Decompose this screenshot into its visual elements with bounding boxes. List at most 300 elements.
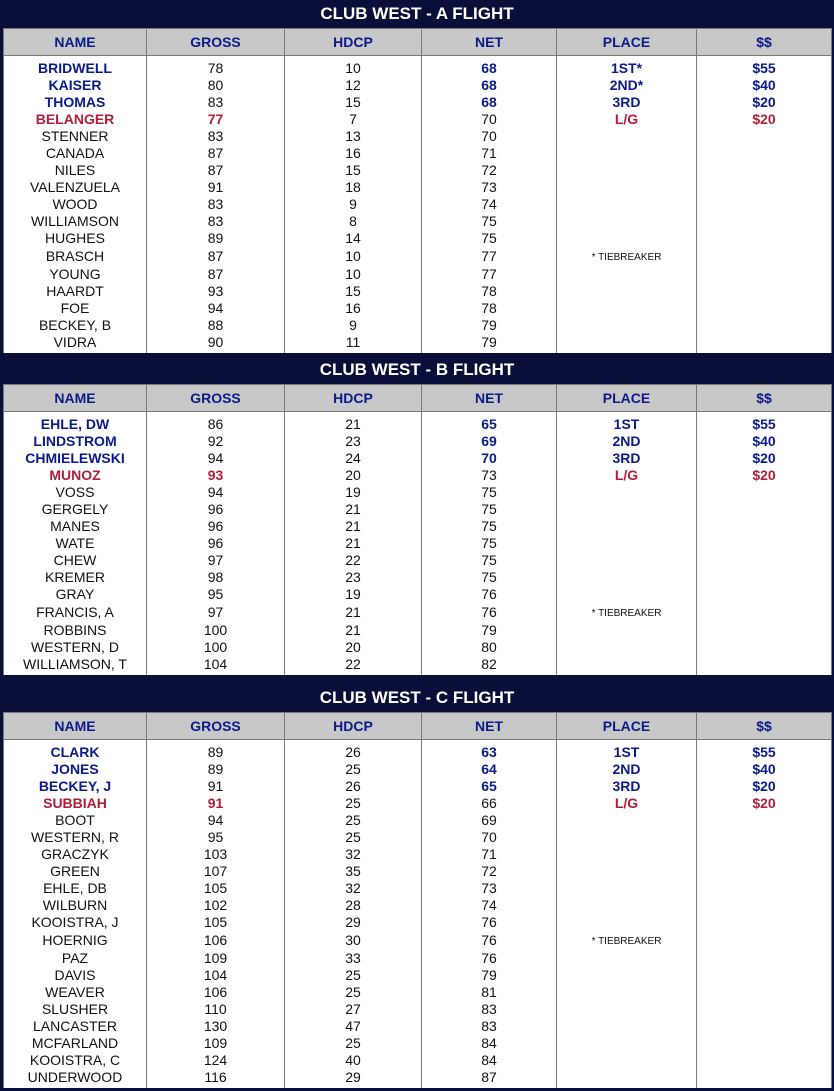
table-row <box>4 162 832 179</box>
handicap: 9 <box>285 196 422 213</box>
handicap: 21 <box>285 416 422 433</box>
place <box>557 622 697 639</box>
player-name: KOOISTRA, J <box>4 914 147 931</box>
player-name: MANES <box>4 518 147 535</box>
gross-score: 110 <box>147 1001 285 1018</box>
gross-score: 89 <box>147 761 285 778</box>
gross-score: 91 <box>147 778 285 795</box>
net-score: 80 <box>422 639 557 656</box>
net-score: 76 <box>422 914 557 931</box>
net-score: 83 <box>422 1018 557 1035</box>
table-row <box>4 1069 832 1086</box>
handicap: 25 <box>285 795 422 812</box>
gross-score: 89 <box>147 744 285 761</box>
net-score: 82 <box>422 656 557 673</box>
net-score: 75 <box>422 230 557 247</box>
player-name: BOOT <box>4 812 147 829</box>
flight-c <box>0 684 834 1088</box>
prize-money <box>697 501 832 518</box>
net-score: 75 <box>422 213 557 230</box>
player-name: GREEN <box>4 863 147 880</box>
player-name: WATE <box>4 535 147 552</box>
net-score: 68 <box>422 60 557 77</box>
table-row <box>4 77 832 94</box>
place: 3RD <box>557 450 697 467</box>
prize-money: $40 <box>697 77 832 94</box>
player-name: WESTERN, R <box>4 829 147 846</box>
prize-money: $20 <box>697 111 832 128</box>
gross-score: 89 <box>147 230 285 247</box>
place: 1ST* <box>557 60 697 77</box>
player-name: VIDRA <box>4 334 147 351</box>
player-name: BRASCH <box>4 247 147 266</box>
net-score: 84 <box>422 1035 557 1052</box>
net-score: 63 <box>422 744 557 761</box>
net-score: 66 <box>422 795 557 812</box>
gross-score: 96 <box>147 535 285 552</box>
prize-money <box>697 552 832 569</box>
player-name: WEAVER <box>4 984 147 1001</box>
handicap: 26 <box>285 744 422 761</box>
gross-score: 83 <box>147 213 285 230</box>
gross-score: 130 <box>147 1018 285 1035</box>
place: 2ND <box>557 761 697 778</box>
prize-money: $40 <box>697 761 832 778</box>
gross-score: 106 <box>147 931 285 950</box>
header-place: PLACE <box>557 385 697 412</box>
prize-money <box>697 145 832 162</box>
prize-money <box>697 1069 832 1086</box>
net-score: 69 <box>422 812 557 829</box>
handicap: 19 <box>285 586 422 603</box>
place <box>557 334 697 351</box>
header-name: NAME <box>4 385 147 412</box>
gross-score: 86 <box>147 416 285 433</box>
table-row <box>4 230 832 247</box>
handicap: 25 <box>285 984 422 1001</box>
gross-score: 96 <box>147 518 285 535</box>
gross-score: 78 <box>147 60 285 77</box>
prize-money <box>697 317 832 334</box>
player-name: WOOD <box>4 196 147 213</box>
handicap: 12 <box>285 77 422 94</box>
handicap: 11 <box>285 334 422 351</box>
player-name: LINDSTROM <box>4 433 147 450</box>
gross-score: 102 <box>147 897 285 914</box>
net-score: 74 <box>422 196 557 213</box>
prize-money: $55 <box>697 416 832 433</box>
table-row <box>4 761 832 778</box>
player-name: VOSS <box>4 484 147 501</box>
net-score: 73 <box>422 880 557 897</box>
place <box>557 846 697 863</box>
handicap: 25 <box>285 829 422 846</box>
net-score: 75 <box>422 501 557 518</box>
place: L/G <box>557 467 697 484</box>
net-score: 79 <box>422 967 557 984</box>
net-score: 74 <box>422 897 557 914</box>
gross-score: 83 <box>147 94 285 111</box>
player-name: UNDERWOOD <box>4 1069 147 1086</box>
prize-money <box>697 622 832 639</box>
handicap: 15 <box>285 283 422 300</box>
place <box>557 1018 697 1035</box>
table-row <box>4 484 832 501</box>
table-row <box>4 94 832 111</box>
player-name: JONES <box>4 761 147 778</box>
gross-score: 98 <box>147 569 285 586</box>
gross-score: 94 <box>147 484 285 501</box>
net-score: 70 <box>422 450 557 467</box>
handicap: 21 <box>285 501 422 518</box>
prize-money <box>697 639 832 656</box>
net-score: 75 <box>422 535 557 552</box>
table-row <box>4 317 832 334</box>
handicap: 24 <box>285 450 422 467</box>
header-place: PLACE <box>557 713 697 740</box>
header-net: NET <box>422 385 557 412</box>
header-row <box>4 713 832 740</box>
player-name: KREMER <box>4 569 147 586</box>
gross-score: 87 <box>147 247 285 266</box>
table-row <box>4 60 832 77</box>
gross-score: 97 <box>147 552 285 569</box>
prize-money <box>697 931 832 950</box>
prize-money <box>697 846 832 863</box>
player-name: GRAY <box>4 586 147 603</box>
handicap: 19 <box>285 484 422 501</box>
table-row <box>4 145 832 162</box>
net-score: 73 <box>422 179 557 196</box>
handicap: 15 <box>285 162 422 179</box>
player-name: LANCASTER <box>4 1018 147 1035</box>
net-score: 73 <box>422 467 557 484</box>
gross-score: 94 <box>147 300 285 317</box>
prize-money <box>697 128 832 145</box>
player-name: DAVIS <box>4 967 147 984</box>
gross-score: 107 <box>147 863 285 880</box>
player-name: CHEW <box>4 552 147 569</box>
handicap: 32 <box>285 880 422 897</box>
place <box>557 863 697 880</box>
table-row <box>4 283 832 300</box>
table-row <box>4 450 832 467</box>
prize-money <box>697 1001 832 1018</box>
net-score: 75 <box>422 552 557 569</box>
player-name: BECKEY, B <box>4 317 147 334</box>
place <box>557 639 697 656</box>
table-row <box>4 433 832 450</box>
place <box>557 317 697 334</box>
net-score: 70 <box>422 111 557 128</box>
place <box>557 518 697 535</box>
handicap: 25 <box>285 761 422 778</box>
prize-money <box>697 213 832 230</box>
net-score: 71 <box>422 846 557 863</box>
gross-score: 106 <box>147 984 285 1001</box>
gross-score: 91 <box>147 179 285 196</box>
gross-score: 100 <box>147 622 285 639</box>
gross-score: 90 <box>147 334 285 351</box>
header-money: $$ <box>697 385 832 412</box>
table-row <box>4 552 832 569</box>
handicap: 14 <box>285 230 422 247</box>
handicap: 16 <box>285 300 422 317</box>
header-row <box>4 29 832 56</box>
place: L/G <box>557 111 697 128</box>
handicap: 27 <box>285 1001 422 1018</box>
header-gross: GROSS <box>147 713 285 740</box>
handicap: 21 <box>285 603 422 622</box>
place <box>557 569 697 586</box>
handicap: 30 <box>285 931 422 950</box>
tiebreaker-note: * TIEBREAKER <box>591 252 662 263</box>
handicap: 20 <box>285 639 422 656</box>
place <box>557 266 697 283</box>
gross-score: 80 <box>147 77 285 94</box>
flight-title: CLUB WEST - B FLIGHT <box>0 356 834 384</box>
place: 2ND <box>557 433 697 450</box>
handicap: 10 <box>285 60 422 77</box>
handicap: 22 <box>285 656 422 673</box>
player-name: HOERNIG <box>4 931 147 950</box>
prize-money <box>697 603 832 622</box>
prize-money <box>697 569 832 586</box>
handicap: 10 <box>285 247 422 266</box>
table-row <box>4 111 832 128</box>
prize-money <box>697 334 832 351</box>
place <box>557 501 697 518</box>
place <box>557 950 697 967</box>
table-row <box>4 467 832 484</box>
net-score: 76 <box>422 950 557 967</box>
gross-score: 93 <box>147 467 285 484</box>
table-row <box>4 897 832 914</box>
player-name: KOOISTRA, C <box>4 1052 147 1069</box>
table-row <box>4 984 832 1001</box>
net-score: 79 <box>422 317 557 334</box>
prize-money <box>697 812 832 829</box>
net-score: 65 <box>422 416 557 433</box>
player-name: WILBURN <box>4 897 147 914</box>
prize-money: $55 <box>697 744 832 761</box>
place <box>557 230 697 247</box>
player-name: VALENZUELA <box>4 179 147 196</box>
player-name: ROBBINS <box>4 622 147 639</box>
net-score: 64 <box>422 761 557 778</box>
table-row <box>4 569 832 586</box>
handicap: 25 <box>285 1035 422 1052</box>
prize-money <box>697 829 832 846</box>
header-place: PLACE <box>557 29 697 56</box>
handicap: 40 <box>285 1052 422 1069</box>
gross-score: 87 <box>147 145 285 162</box>
table-row <box>4 247 832 266</box>
player-name: MCFARLAND <box>4 1035 147 1052</box>
table-row <box>4 1052 832 1069</box>
gross-score: 100 <box>147 639 285 656</box>
prize-money <box>697 984 832 1001</box>
header-hdcp: HDCP <box>285 385 422 412</box>
table-row <box>4 778 832 795</box>
place <box>557 535 697 552</box>
gross-score: 103 <box>147 846 285 863</box>
prize-money: $20 <box>697 778 832 795</box>
gross-score: 87 <box>147 162 285 179</box>
place <box>557 247 697 266</box>
table-row <box>4 179 832 196</box>
flight-title: CLUB WEST - C FLIGHT <box>0 684 834 712</box>
table-row <box>4 914 832 931</box>
handicap: 16 <box>285 145 422 162</box>
player-name: BRIDWELL <box>4 60 147 77</box>
prize-money <box>697 914 832 931</box>
gross-score: 87 <box>147 266 285 283</box>
handicap: 8 <box>285 213 422 230</box>
gross-score: 83 <box>147 196 285 213</box>
header-hdcp: HDCP <box>285 713 422 740</box>
player-name: GERGELY <box>4 501 147 518</box>
player-name: WILLIAMSON <box>4 213 147 230</box>
flight-a <box>0 0 834 353</box>
player-name: HUGHES <box>4 230 147 247</box>
gross-score: 124 <box>147 1052 285 1069</box>
net-score: 71 <box>422 145 557 162</box>
prize-money <box>697 1035 832 1052</box>
table-row <box>4 846 832 863</box>
net-score: 69 <box>422 433 557 450</box>
player-name: HAARDT <box>4 283 147 300</box>
place: 3RD <box>557 94 697 111</box>
place <box>557 1069 697 1086</box>
handicap: 21 <box>285 518 422 535</box>
header-gross: GROSS <box>147 29 285 56</box>
gross-score: 91 <box>147 795 285 812</box>
handicap: 28 <box>285 897 422 914</box>
place: 1ST <box>557 416 697 433</box>
player-name: FRANCIS, A <box>4 603 147 622</box>
table-row <box>4 300 832 317</box>
prize-money: $20 <box>697 94 832 111</box>
table-row <box>4 967 832 984</box>
handicap: 10 <box>285 266 422 283</box>
gross-score: 104 <box>147 656 285 673</box>
handicap: 26 <box>285 778 422 795</box>
gross-score: 97 <box>147 603 285 622</box>
place <box>557 586 697 603</box>
prize-money <box>697 300 832 317</box>
prize-money <box>697 656 832 673</box>
handicap: 13 <box>285 128 422 145</box>
place <box>557 283 697 300</box>
handicap: 20 <box>285 467 422 484</box>
header-name: NAME <box>4 29 147 56</box>
place <box>557 1035 697 1052</box>
prize-money: $20 <box>697 467 832 484</box>
header-gross: GROSS <box>147 385 285 412</box>
table-row <box>4 1018 832 1035</box>
net-score: 68 <box>422 77 557 94</box>
gross-score: 95 <box>147 586 285 603</box>
player-name: FOE <box>4 300 147 317</box>
header-row <box>4 385 832 412</box>
net-score: 77 <box>422 266 557 283</box>
player-name: KAISER <box>4 77 147 94</box>
prize-money <box>697 950 832 967</box>
gross-score: 96 <box>147 501 285 518</box>
table-row <box>4 128 832 145</box>
net-score: 79 <box>422 334 557 351</box>
handicap: 22 <box>285 552 422 569</box>
prize-money <box>697 1052 832 1069</box>
place <box>557 1001 697 1018</box>
prize-money: $20 <box>697 795 832 812</box>
gross-score: 77 <box>147 111 285 128</box>
handicap: 47 <box>285 1018 422 1035</box>
player-name: EHLE, DW <box>4 416 147 433</box>
place <box>557 300 697 317</box>
net-score: 65 <box>422 778 557 795</box>
prize-money: $55 <box>697 60 832 77</box>
prize-money <box>697 535 832 552</box>
prize-money <box>697 230 832 247</box>
gross-score: 104 <box>147 967 285 984</box>
net-score: 72 <box>422 863 557 880</box>
results-table <box>3 712 832 1088</box>
table-row <box>4 950 832 967</box>
tiebreaker-note: * TIEBREAKER <box>591 608 662 619</box>
net-score: 75 <box>422 518 557 535</box>
prize-money: $40 <box>697 433 832 450</box>
flight-title: CLUB WEST - A FLIGHT <box>0 0 834 28</box>
place <box>557 931 697 950</box>
net-score: 83 <box>422 1001 557 1018</box>
prize-money <box>697 967 832 984</box>
place: 3RD <box>557 778 697 795</box>
results-table <box>3 384 832 675</box>
table-row <box>4 829 832 846</box>
net-score: 72 <box>422 162 557 179</box>
table-row <box>4 863 832 880</box>
player-name: YOUNG <box>4 266 147 283</box>
table-row <box>4 416 832 433</box>
player-name: SUBBIAH <box>4 795 147 812</box>
table-row <box>4 1035 832 1052</box>
place <box>557 128 697 145</box>
prize-money <box>697 897 832 914</box>
player-name: CHMIELEWSKI <box>4 450 147 467</box>
player-name: THOMAS <box>4 94 147 111</box>
gross-score: 94 <box>147 450 285 467</box>
header-hdcp: HDCP <box>285 29 422 56</box>
net-score: 79 <box>422 622 557 639</box>
header-money: $$ <box>697 29 832 56</box>
handicap: 25 <box>285 812 422 829</box>
player-name: WILLIAMSON, T <box>4 656 147 673</box>
table-row <box>4 586 832 603</box>
place <box>557 880 697 897</box>
handicap: 23 <box>285 433 422 450</box>
gross-score: 105 <box>147 880 285 897</box>
handicap: 9 <box>285 317 422 334</box>
table-row <box>4 535 832 552</box>
place <box>557 196 697 213</box>
gross-score: 83 <box>147 128 285 145</box>
header-net: NET <box>422 713 557 740</box>
prize-money <box>697 283 832 300</box>
place <box>557 812 697 829</box>
place <box>557 914 697 931</box>
